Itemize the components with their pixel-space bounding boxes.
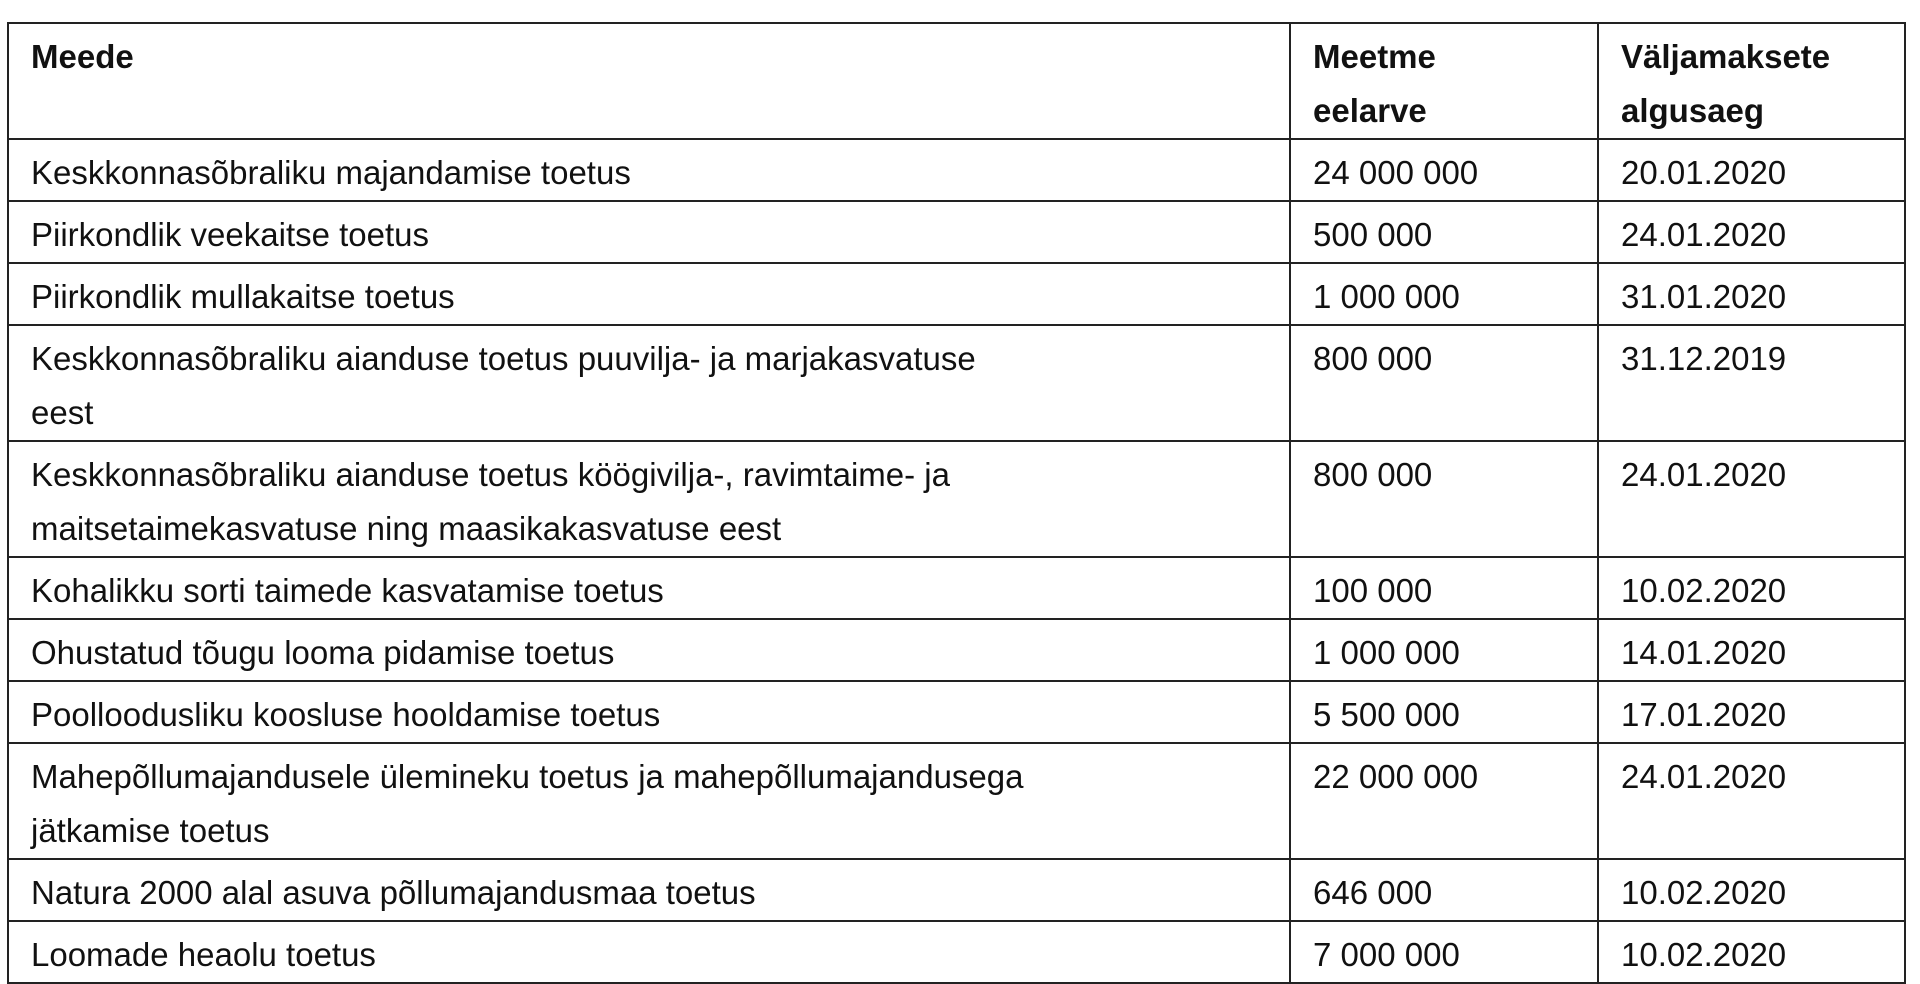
measure-cell: Keskkonnasõbraliku majandamise toetus bbox=[8, 139, 1290, 201]
table-row bbox=[8, 441, 1905, 557]
table-row bbox=[8, 325, 1905, 441]
start-date-cell: 24.01.2020 bbox=[1598, 743, 1905, 859]
table-row bbox=[8, 139, 1905, 201]
start-date-cell: 10.02.2020 bbox=[1598, 859, 1905, 921]
table-row bbox=[8, 619, 1905, 681]
start-date-cell: 24.01.2020 bbox=[1598, 201, 1905, 263]
header-measure: Meede bbox=[8, 23, 1290, 139]
support-measures-table bbox=[7, 22, 1906, 984]
table-row bbox=[8, 859, 1905, 921]
budget-cell: 100 000 bbox=[1290, 557, 1598, 619]
start-date-cell: 24.01.2020 bbox=[1598, 441, 1905, 557]
measure-cell: Piirkondlik veekaitse toetus bbox=[8, 201, 1290, 263]
budget-cell: 7 000 000 bbox=[1290, 921, 1598, 983]
measure-cell: Mahepõllumajandusele ülemineku toetus ja mahepõllumajandusega jätkamise toetus bbox=[8, 743, 1290, 859]
budget-cell: 1 000 000 bbox=[1290, 619, 1598, 681]
start-date-cell: 17.01.2020 bbox=[1598, 681, 1905, 743]
table-row bbox=[8, 201, 1905, 263]
measure-cell: Keskkonnasõbraliku aianduse toetus köögivilja-, ravimtaime- ja maitsetaimekasvatuse ning maasikakasvatuse eest bbox=[8, 441, 1290, 557]
start-date-cell: 10.02.2020 bbox=[1598, 557, 1905, 619]
measure-cell: Piirkondlik mullakaitse toetus bbox=[8, 263, 1290, 325]
table-row bbox=[8, 263, 1905, 325]
budget-cell: 5 500 000 bbox=[1290, 681, 1598, 743]
measure-cell: Loomade heaolu toetus bbox=[8, 921, 1290, 983]
start-date-cell: 14.01.2020 bbox=[1598, 619, 1905, 681]
header-row bbox=[8, 23, 1905, 139]
measure-cell: Poolloodusliku koosluse hooldamise toetus bbox=[8, 681, 1290, 743]
header-start-date: Väljamaksete algusaeg bbox=[1598, 23, 1905, 139]
budget-cell: 800 000 bbox=[1290, 325, 1598, 441]
budget-cell: 646 000 bbox=[1290, 859, 1598, 921]
budget-cell: 24 000 000 bbox=[1290, 139, 1598, 201]
table-row bbox=[8, 557, 1905, 619]
table-row bbox=[8, 921, 1905, 983]
budget-cell: 22 000 000 bbox=[1290, 743, 1598, 859]
start-date-cell: 20.01.2020 bbox=[1598, 139, 1905, 201]
budget-cell: 800 000 bbox=[1290, 441, 1598, 557]
table-row bbox=[8, 681, 1905, 743]
start-date-cell: 31.01.2020 bbox=[1598, 263, 1905, 325]
measure-cell: Kohalikku sorti taimede kasvatamise toetus bbox=[8, 557, 1290, 619]
measure-cell: Natura 2000 alal asuva põllumajandusmaa toetus bbox=[8, 859, 1290, 921]
table-row bbox=[8, 743, 1905, 859]
budget-cell: 1 000 000 bbox=[1290, 263, 1598, 325]
start-date-cell: 31.12.2019 bbox=[1598, 325, 1905, 441]
measure-cell: Ohustatud tõugu looma pidamise toetus bbox=[8, 619, 1290, 681]
start-date-cell: 10.02.2020 bbox=[1598, 921, 1905, 983]
measure-cell: Keskkonnasõbraliku aianduse toetus puuvilja- ja marjakasvatuse eest bbox=[8, 325, 1290, 441]
budget-cell: 500 000 bbox=[1290, 201, 1598, 263]
header-budget: Meetme eelarve bbox=[1290, 23, 1598, 139]
